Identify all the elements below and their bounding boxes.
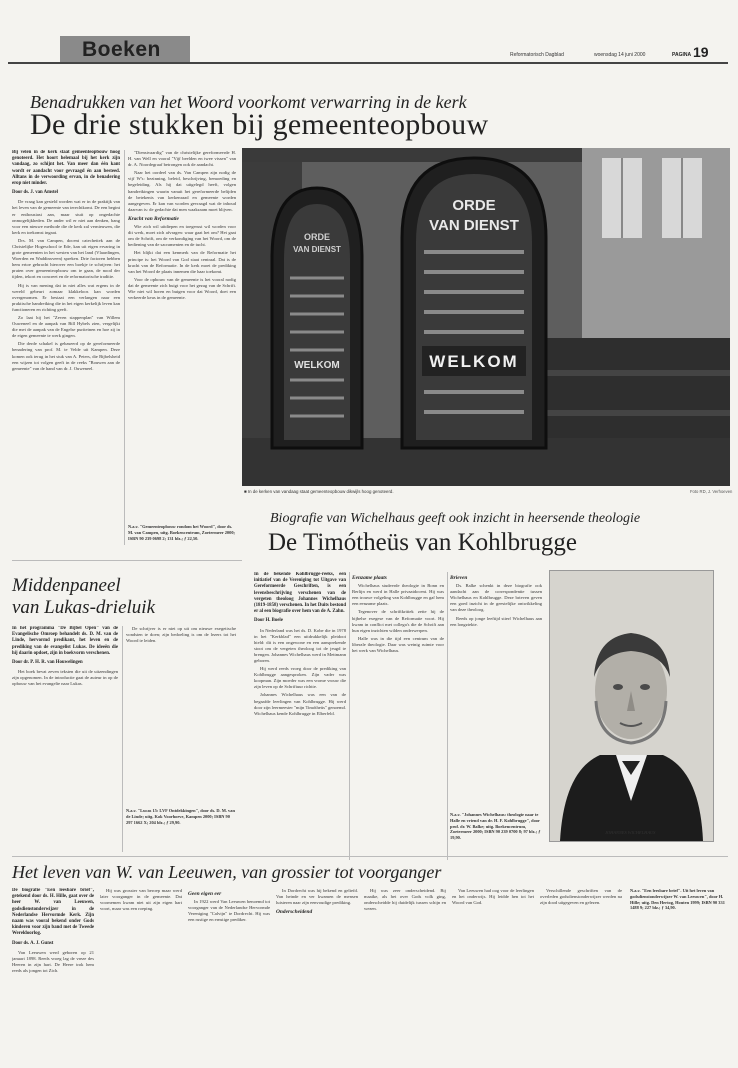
article1-column-2 xyxy=(128,150,236,525)
article4-subhead: Geen eigen eer xyxy=(188,891,222,897)
article2-column-3 xyxy=(450,572,542,810)
column-rule xyxy=(349,572,350,860)
photo-credit: Foto RD, J. Verhoeven xyxy=(690,489,733,494)
article2-paragraph: Johannes Wichelhaus was een van de begaafde leerlingen van Kohlbrugge. Hij werd door zijn leermeester "mijn Timótheüs" genoemd. Wichelhaus kende Kohlbrugge in Elberfeld. xyxy=(254,692,346,716)
section-rule xyxy=(12,560,242,561)
article4-column-6 xyxy=(452,888,534,1064)
article2-kicker: Biografie van Wichelhaus geeft ook inzicht in heersende theologie xyxy=(270,511,641,526)
article2-paragraph: Tegenover de schriftkritiek zette hij de bijbelse exegese van de Reformatie voort. Hij kwam in conflict met collega's die de Schrift aan hun eigen inzichten wilden onderwerpen. xyxy=(352,609,444,633)
article3-kicker: van Lukas-drieluik xyxy=(12,597,156,618)
article2-headline: De Timótheüs van Kohlbrugge xyxy=(268,529,578,556)
article4-column-3 xyxy=(188,888,270,1064)
column-rule xyxy=(122,626,123,852)
article1-headline: De drie stukken bij gemeenteopbouw xyxy=(30,108,489,141)
article4-lead: De biografie "Een leesbare brief", getekend door ds. H. Hille, gaat over de heer W. van Leeuwen, godsdienstonderwijzer in de Nederlandse Hervormde Kerk. Zijn naam was vooral bekend onder Gods kinderen voor zijn band met de Tweede Wereldoorlog. xyxy=(12,888,94,937)
article3-booknote: N.a.v. "Lucas 15: LVF Ontdekkingen", door ds. D. M. van de Linde; uitg. Kok Voorhoeve, Kampen 2000; ISBN 90 297 1662 X; 204 blz.; ƒ 29,90. xyxy=(126,808,235,825)
article1-paragraph: Die derde schakel is gebaseerd op de gereformeerde benadering van prof. M. te Velde uit Kampen. Deze komen ook terug in het stuk van A. Peters, die Bijbelsheid een wijzen tot volgen geeft in de reeks "Bouwen aan de gemeente" van de hand van dr. J. Ouweneel. xyxy=(12,341,120,371)
section-title: Boeken xyxy=(82,38,161,61)
article1-paragraph: Voor de opbouw van de gemeente is het vooral nodig dat de gemeente zich buigt voor het gezag van de Schrift. Wie niet wil horen en buigen voor dat Woord, doet een verkeerde keus in de gemeente. xyxy=(128,276,236,301)
article1-lead: Bij velen in de kerk staat gemeenteopbouw hoog genoteerd. Het hoort helemaal bij het kerk zijn vandaag, zo schijnt het. Van meer dan één kant wordt er aandacht voor gevraagd én aan besteed. Alltans in de verwoording ervan, in de benadering erop niet minder. xyxy=(12,150,120,187)
article4-subhead: Onderscheidend xyxy=(276,909,313,916)
article2-column-1 xyxy=(254,572,346,860)
article2-paragraph: Wichelhaus studeerde theologie in Bonn en Berlijn en werd in Halle privaatdocent. Hij was een trouwe volgeling van Kohlbrugge en gaf hem een eenzame plaats. xyxy=(352,583,444,607)
article2-column-2 xyxy=(352,572,444,860)
svg-text:VAN DIENST: VAN DIENST xyxy=(293,245,341,254)
article4-booknote: N.a.v. "Een leesbare brief". Uit het leven van godsdienstonderwijzer W. van Leeuwen", door H. Hille; uitg. Den Hertog, Houten 1999; ISBN 90 331 1488 9; 227 blz.; ƒ 34,90. xyxy=(630,888,725,911)
article4-column-1 xyxy=(12,888,94,1064)
article4-column-2 xyxy=(100,888,182,1064)
article4-paragraph: Hij was zeer onderscheidend. Bij maaike, als het over Gods volk ging, onderscheidde hij duidelijk tussen schijn en wezen. xyxy=(364,888,446,912)
portrait-caption: JOHANNES WICHELHAUS xyxy=(605,830,656,835)
article2-byline: Door H. Boele xyxy=(254,618,283,624)
article1-paragraph: Het blijkt dat een kenmerk van de Reformatie het principe is: het Woord van God staat centraal. Dat is de kracht van de Reformatie. In de kerk moet de prediking van het Woord de plaats innemen die haar toekomt. xyxy=(128,250,236,274)
portrait-illustration xyxy=(550,571,713,841)
portrait-photo xyxy=(549,570,714,842)
svg-text:VAN DIENST: VAN DIENST xyxy=(429,217,519,234)
column-rule xyxy=(124,150,125,545)
article3-column-2 xyxy=(126,626,236,786)
article2-subhead: Brieven xyxy=(450,575,468,581)
article2-lead: In de bekende Kohlbrugge-reeks, een initiatief van de Vereniging tot Uitgave van Gereformeerde Geschriften, is een levensbeschrijving verschenen van de vergeten theoloog Johannes Wichelhaus (1819-1858) verschenen. In het Duits bestond er al een biografie over hem van de A. Zahn. xyxy=(254,572,346,615)
article1-paragraph: Wie zich wil uitdiepen en toegerust wil worden voor dit werk, moet zich afvragen: waar gaat het om? Het gaat om de Schrift, om de verkondiging van het Woord, om de bediening van de sacramenten en de tucht. xyxy=(128,224,236,248)
article4-paragraph: In 1922 werd Van Leeuwen benoemd tot voorganger van de Nederlandse Hervormde Vereniging "Calvijn" te Dordrecht. Hij was een rustige en ernstige prediker. xyxy=(188,899,270,923)
article1-column-1 xyxy=(12,150,120,545)
article4-column-7 xyxy=(540,888,622,1064)
article4-kicker: Het leven van W. van Leeuwen, van grossier tot voorganger xyxy=(12,862,442,882)
caption-bullet-icon: ■ xyxy=(244,489,248,494)
article3-byline: Door dr. P. H. R. van Houwelingen xyxy=(12,660,83,666)
article3-lead: In het programma "De Bijbel Open" van de Evangelische Omroep behandelt ds. D. M. van de Linde, hervormd predikant, het leven en de prediking van de evangelist Lukas. De ideeën die hij daarin opdoet, zijn in boekvorm verschenen. xyxy=(12,626,118,656)
page-number: 19 xyxy=(693,44,709,60)
article4-byline: Door ds. A. J. Gunst xyxy=(12,940,54,946)
column-rule xyxy=(447,572,448,860)
church-photo xyxy=(242,148,730,486)
article2-booknote: N.a.v. "Johannes Wichelhaus: theologie naar te Halle en vriend van dr. H. F. Kohlbrugge", door prof. dr. W. Balke; uitg. Boekencentrum, Zoetermeer 2000; ISBN 90 239 0700 8; 97 blz.; ƒ 19,90. xyxy=(450,812,541,841)
article2-paragraph: Reeds op jonge leeftijd stierf Wichelhaus aan een longziekte. xyxy=(450,615,542,627)
svg-text:WELKOM: WELKOM xyxy=(429,352,519,371)
article2-paragraph: Halle was in die tijd een centrum van de liberale theologie. Daar was weinig ruimte voor het werk van Wichelhaus. xyxy=(352,635,444,654)
page-label: PAGINA xyxy=(672,52,692,58)
article4-paragraph: Verschillende geschriften van de overleden godsdienstonderwijzer werden na zijn dood uitgegeven en gelezen. xyxy=(540,888,622,906)
article1-paragraph: Drs. M. van Campen, docent catechetiek aan de Christelijke Hogeschool te Ede, kan uit eigen ervaring in grote gemeenten in het westen van het land (Vlaardingen, Woerden en Waddinxveen) spreken. Drie factoren hebben hem ertoe gebracht hierover een boekje te schrijven: het praten over gemeenteopbouw om te gaan, de nood der tijden, tekort en concreet en de reformatorische traditie. xyxy=(12,237,120,280)
article1-paragraph: De vraag kan gesteld worden wat er in de praktijk van het leven van de gemeente van terechtkomt. De een begint er enthousiast aan, maar stuit op ongedachte onmogelijkheden. De ander wil er niet aan denken, bang voor een nieuwe methode die de kerk zal vernieuwen, die kerk en toekomst ingaat. xyxy=(12,199,120,235)
issue-date: woensdag 14 juni 2000 xyxy=(594,52,646,58)
svg-text:WELKOM: WELKOM xyxy=(294,360,340,371)
article1-subhead: Kracht van Reformatie xyxy=(128,215,179,222)
svg-text:ORDE: ORDE xyxy=(303,232,331,242)
article3-kicker: Middenpaneel xyxy=(12,575,121,596)
article2-paragraph: In Nederland was het ds. D. Kobe die in 1978 in het "Kerkblad" een uitdrukkelijk pleidooi hield: dit is een ongewone en een aansprekende stoot om de vergeten theoloog tot de jeugd te brengen. Johannes Wichelhaus werd in Mettmann geboren. xyxy=(254,627,346,663)
section-rule xyxy=(12,856,728,857)
article1-paragraph: "Dienstvaardig" van de christelijke gereformeerde H. H. van Well en vooral "Vijf beelden en twee vissen" van dr. A. Noordegraaf betrongen ook de aandacht. xyxy=(128,150,236,168)
article1-paragraph: Naar het oordeel van ds. Van Campen zijn nodig de vijf W's: bezinning, beleid, beschrijving, bemoeding en begeleiding. Als hij dat uitgelegd heeft, volgen handreikingen waarin vanuit het gereformeerde belijden de betekenis van kerkenraad en gemeente worden aangegeven. Er kan van worden gevraagd wat de inhoud daarvan is: de gedachte dat men waakzaam moet blijven. xyxy=(128,170,236,212)
photo-caption xyxy=(244,489,394,494)
svg-text:ORDE: ORDE xyxy=(452,197,496,214)
article4-paragraph: Hij was grossier van beroep maar werd later voorganger in de gemeente. Dat voornemen kwam niet uit zijn eigen hart voort, maar was een roeping. xyxy=(100,888,182,912)
article1-paragraph: Zo laat hij het "Zeven stappenplan" van Willem Ouweneel en de aanpak van Bill Hybels zien, vergelijkt die met de aanpak van de Engelse puriteinen en hoe zij in de eigen gemeente te werk gingen. xyxy=(12,315,120,339)
article4-paragraph: Van Leeuwen werd geboren op 21 januari 1898. Reeds vroeg lag de vreze des Heeren in zijn hart. De Heere trok hem reeds als jongen tot Zich. xyxy=(12,949,94,973)
article1-booknote: N.a.v. "Gemeenteopbouw rondom het Woord", door ds. M. van Campen, uitg. Boekencentrum, Zoetermeer 2000; ISBN 90 239 0698 2; 131 blz.; ƒ 22,50. xyxy=(128,524,235,541)
publication-name: Reformatorisch Dagblad xyxy=(510,52,564,58)
masthead-rule xyxy=(8,62,728,64)
photo-caption-text: In de kerken van vandaag staat gemeenteopbouw dikwijls hoog genoteerd. xyxy=(247,489,394,494)
article4-paragraph: In Dordrecht was hij bekend en geliefd. Van heinde en ver kwamen de mensen luisteren naar zijn eenvoudige prediking. xyxy=(276,888,358,906)
church-interior-illustration xyxy=(242,148,730,486)
article2-paragraph: Ds. Balke schenkt in deze biografie ook aandacht aan de correspondentie tussen Wichelhaus en Kohlbrugge. Deze brieven geven een goed inzicht in de geestelijke ontwikkeling van deze theoloog. xyxy=(450,583,542,613)
article2-paragraph: Hij werd reeds vroeg door de prediking van Kohlbrugge aangesproken. Zijn vader was koopman. Zijn moeder was een vrome vrouw die zijn leven op de Schriftuur richtte. xyxy=(254,666,346,690)
article1-byline: Door ds. J. van Amstel xyxy=(12,190,59,196)
article1-paragraph: Hij is van mening dat in niet alles wat ergens in de wereld gebeurt zomaar klakkeloos kan worden overgenomen. Er bestaat een verlangen naar een praktische handreiking die in het eigen kerkelijk leven kan functioneren en richting geeft. xyxy=(12,282,120,312)
article3-paragraph: De schrijver is er niet op uit om nieuwe exegetische vondsten te doen; zijn bedoeling is om de lezers tot het Woord te leiden. xyxy=(126,626,236,644)
article4-column-4 xyxy=(276,888,358,1064)
article4-column-5 xyxy=(364,888,446,1064)
article3-paragraph: Het boek bevat zeven teksten die uit de uitzendingen zijn opgenomen. In de introductie gaat de auteur in op de opbouw van het evangelie naar Lukas. xyxy=(12,669,118,687)
article2-subhead: Eenzame plaats xyxy=(352,575,387,581)
article3-column-1 xyxy=(12,626,118,852)
article4-paragraph: Van Leeuwen had oog voor de leerlingen en het onderwijs. Hij leidde hen tot het Woord van God. xyxy=(452,888,534,906)
article1-kicker: Benadrukken van het Woord voorkomt verwarring in de kerk xyxy=(30,92,467,112)
